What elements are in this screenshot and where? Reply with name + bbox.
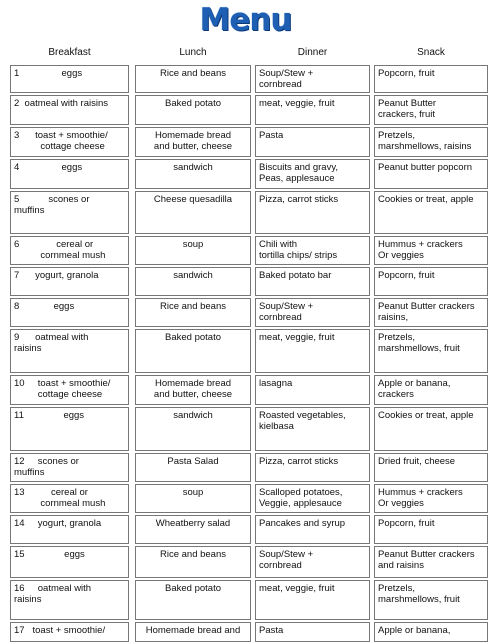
dinner-text: meat, veggie, fruit (259, 332, 335, 343)
dinner-text: Soup/Stew + cornbread (259, 301, 314, 323)
table-row (10, 453, 486, 482)
cell-dinner (255, 407, 370, 451)
cell-snack (374, 407, 488, 451)
cell-dinner (255, 375, 370, 405)
cell-snack (374, 453, 488, 482)
lunch-text: Baked potato (165, 583, 221, 594)
breakfast-text: 5 scones or muffins (14, 194, 90, 216)
snack-text: Peanut Butter crackers, fruit (378, 98, 437, 120)
table-row (10, 236, 486, 265)
cell-lunch (135, 484, 251, 513)
cell-breakfast (10, 407, 129, 451)
cell-breakfast (10, 159, 129, 189)
cell-dinner (255, 453, 370, 482)
table-row (10, 191, 486, 234)
breakfast-text: 7 yogurt, granola (14, 270, 99, 281)
snack-text: Cookies or treat, apple (378, 194, 474, 205)
cell-snack (374, 484, 488, 513)
breakfast-text: 13 cereal or cornmeal mush (14, 487, 106, 509)
lunch-text: Rice and beans (159, 68, 227, 79)
snack-text: Hummus + crackers Or veggies (378, 239, 463, 261)
lunch-text: sandwich (173, 162, 213, 173)
lunch-text: soup (182, 487, 204, 498)
cell-snack (374, 65, 488, 93)
snack-text: Peanut Butter crackers and raisins (378, 549, 475, 571)
table-row (10, 95, 486, 125)
cell-snack (374, 329, 488, 373)
cell-lunch (135, 622, 251, 642)
cell-snack (374, 191, 488, 234)
breakfast-text: 2 oatmeal with raisins (14, 98, 108, 109)
cell-dinner (255, 95, 370, 125)
cell-lunch (135, 375, 251, 405)
cell-breakfast (10, 453, 129, 482)
cell-lunch (135, 267, 251, 296)
page-title: Menu (199, 2, 292, 38)
cell-breakfast (10, 329, 129, 373)
breakfast-text: 10 toast + smoothie/ cottage cheese (14, 378, 111, 400)
dinner-text: Soup/Stew + cornbread (259, 68, 314, 90)
cell-breakfast (10, 236, 129, 265)
snack-text: Popcorn, fruit (378, 68, 435, 79)
cell-dinner (255, 159, 370, 189)
table-row (10, 298, 486, 327)
cell-snack (374, 267, 488, 296)
snack-text: Peanut Butter crackers raisins, (378, 301, 475, 323)
snack-text: Pretzels, marshmellows, fruit (378, 583, 460, 605)
dinner-text: lasagna (259, 378, 293, 389)
cell-dinner (255, 580, 370, 620)
breakfast-text: 8 eggs (14, 301, 75, 312)
table-row (10, 546, 486, 578)
dinner-text: Chili with tortilla chips/ strips (259, 239, 338, 261)
table-row (10, 622, 486, 642)
cell-lunch (135, 159, 251, 189)
dinner-text: Baked potato bar (259, 270, 332, 281)
dinner-text: Scalloped potatoes, Veggie, applesauce (259, 487, 343, 509)
header-breakfast: Breakfast (48, 47, 91, 58)
dinner-text: Pancakes and syrup (259, 518, 346, 529)
table-row (10, 580, 486, 620)
cell-breakfast (10, 622, 129, 642)
cell-snack (374, 580, 488, 620)
cell-snack (374, 298, 488, 327)
snack-text: Pretzels, marshmellows, fruit (378, 332, 460, 354)
cell-snack (374, 95, 488, 125)
cell-breakfast (10, 191, 129, 234)
table-row (10, 159, 486, 189)
dinner-text: meat, veggie, fruit (259, 583, 335, 594)
cell-lunch (135, 65, 251, 93)
lunch-text: soup (182, 239, 204, 250)
cell-snack (374, 515, 488, 544)
cell-breakfast (10, 580, 129, 620)
cell-lunch (135, 236, 251, 265)
lunch-text: sandwich (173, 270, 213, 281)
cell-lunch (135, 453, 251, 482)
column-headers (10, 47, 486, 63)
cell-snack (374, 127, 488, 157)
table-row (10, 267, 486, 296)
header-lunch: Lunch (179, 47, 207, 58)
cell-snack (374, 546, 488, 578)
breakfast-text: 15 eggs (14, 549, 85, 560)
table-row (10, 375, 486, 405)
lunch-text: Cheese quesadilla (153, 194, 233, 205)
lunch-text: Homemade bread and (145, 625, 241, 636)
cell-lunch (135, 546, 251, 578)
cell-lunch (135, 515, 251, 544)
breakfast-text: 3 toast + smoothie/ cottage cheese (14, 130, 108, 152)
snack-text: Apple or banana, (378, 625, 451, 636)
cell-dinner (255, 622, 370, 642)
cell-dinner (255, 267, 370, 296)
dinner-text: Pizza, carrot sticks (259, 194, 339, 205)
menu-table (10, 65, 486, 641)
cell-breakfast (10, 515, 129, 544)
snack-text: Popcorn, fruit (378, 518, 435, 529)
cell-dinner (255, 236, 370, 265)
lunch-text: Baked potato (165, 98, 221, 109)
cell-breakfast (10, 127, 129, 157)
breakfast-text: 6 cereal or cornmeal mush (14, 239, 106, 261)
snack-text: Dried fruit, cheese (378, 456, 456, 467)
cell-breakfast (10, 484, 129, 513)
cell-snack (374, 159, 488, 189)
table-row (10, 329, 486, 373)
breakfast-text: 4 eggs (14, 162, 83, 173)
cell-dinner (255, 127, 370, 157)
breakfast-text: 11 eggs (14, 410, 85, 421)
lunch-text: Rice and beans (159, 301, 227, 312)
cell-snack (374, 375, 488, 405)
breakfast-text: 14 yogurt, granola (14, 518, 102, 529)
table-row (10, 127, 486, 157)
cell-dinner (255, 65, 370, 93)
snack-text: Peanut butter popcorn (378, 162, 473, 173)
breakfast-text: 9 oatmeal with raisins (14, 332, 89, 354)
lunch-text: Homemade bread and butter, cheese (153, 130, 233, 152)
cell-breakfast (10, 95, 129, 125)
cell-lunch (135, 329, 251, 373)
dinner-text: Soup/Stew + cornbread (259, 549, 314, 571)
cell-dinner (255, 298, 370, 327)
cell-lunch (135, 580, 251, 620)
breakfast-text: 1 eggs (14, 68, 83, 79)
cell-dinner (255, 484, 370, 513)
breakfast-text: 17 toast + smoothie/ (14, 625, 106, 636)
snack-text: Popcorn, fruit (378, 270, 435, 281)
dinner-text: Pizza, carrot sticks (259, 456, 339, 467)
lunch-text: Wheatberry salad (155, 518, 231, 529)
table-row (10, 484, 486, 513)
lunch-text: Homemade bread and butter, cheese (153, 378, 233, 400)
breakfast-text: 16 oatmeal with raisins (14, 583, 92, 605)
snack-text: Hummus + crackers Or veggies (378, 487, 463, 509)
lunch-text: Baked potato (165, 332, 221, 343)
lunch-text: Rice and beans (159, 549, 227, 560)
table-row (10, 65, 486, 93)
cell-snack (374, 622, 488, 642)
table-row (10, 407, 486, 451)
cell-breakfast (10, 546, 129, 578)
dinner-text: Pasta (259, 625, 284, 636)
snack-text: Apple or banana, crackers (378, 378, 451, 400)
cell-breakfast (10, 65, 129, 93)
cell-dinner (255, 515, 370, 544)
header-dinner: Dinner (297, 47, 328, 58)
snack-text: Cookies or treat, apple (378, 410, 474, 421)
cell-lunch (135, 191, 251, 234)
lunch-text: sandwich (173, 410, 213, 421)
snack-text: Pretzels, marshmellows, raisins (378, 130, 472, 152)
cell-breakfast (10, 267, 129, 296)
cell-dinner (255, 329, 370, 373)
lunch-text: Pasta Salad (167, 456, 219, 467)
cell-snack (374, 236, 488, 265)
cell-lunch (135, 95, 251, 125)
header-snack: Snack (417, 47, 445, 58)
dinner-text: Roasted vegetables, kielbasa (259, 410, 346, 432)
breakfast-text: 12 scones or muffins (14, 456, 79, 478)
cell-lunch (135, 298, 251, 327)
cell-lunch (135, 127, 251, 157)
dinner-text: meat, veggie, fruit (259, 98, 335, 109)
dinner-text: Biscuits and gravy, Peas, applesauce (259, 162, 339, 184)
cell-lunch (135, 407, 251, 451)
cell-dinner (255, 546, 370, 578)
cell-breakfast (10, 298, 129, 327)
cell-dinner (255, 191, 370, 234)
dinner-text: Pasta (259, 130, 284, 141)
cell-breakfast (10, 375, 129, 405)
table-row (10, 515, 486, 544)
